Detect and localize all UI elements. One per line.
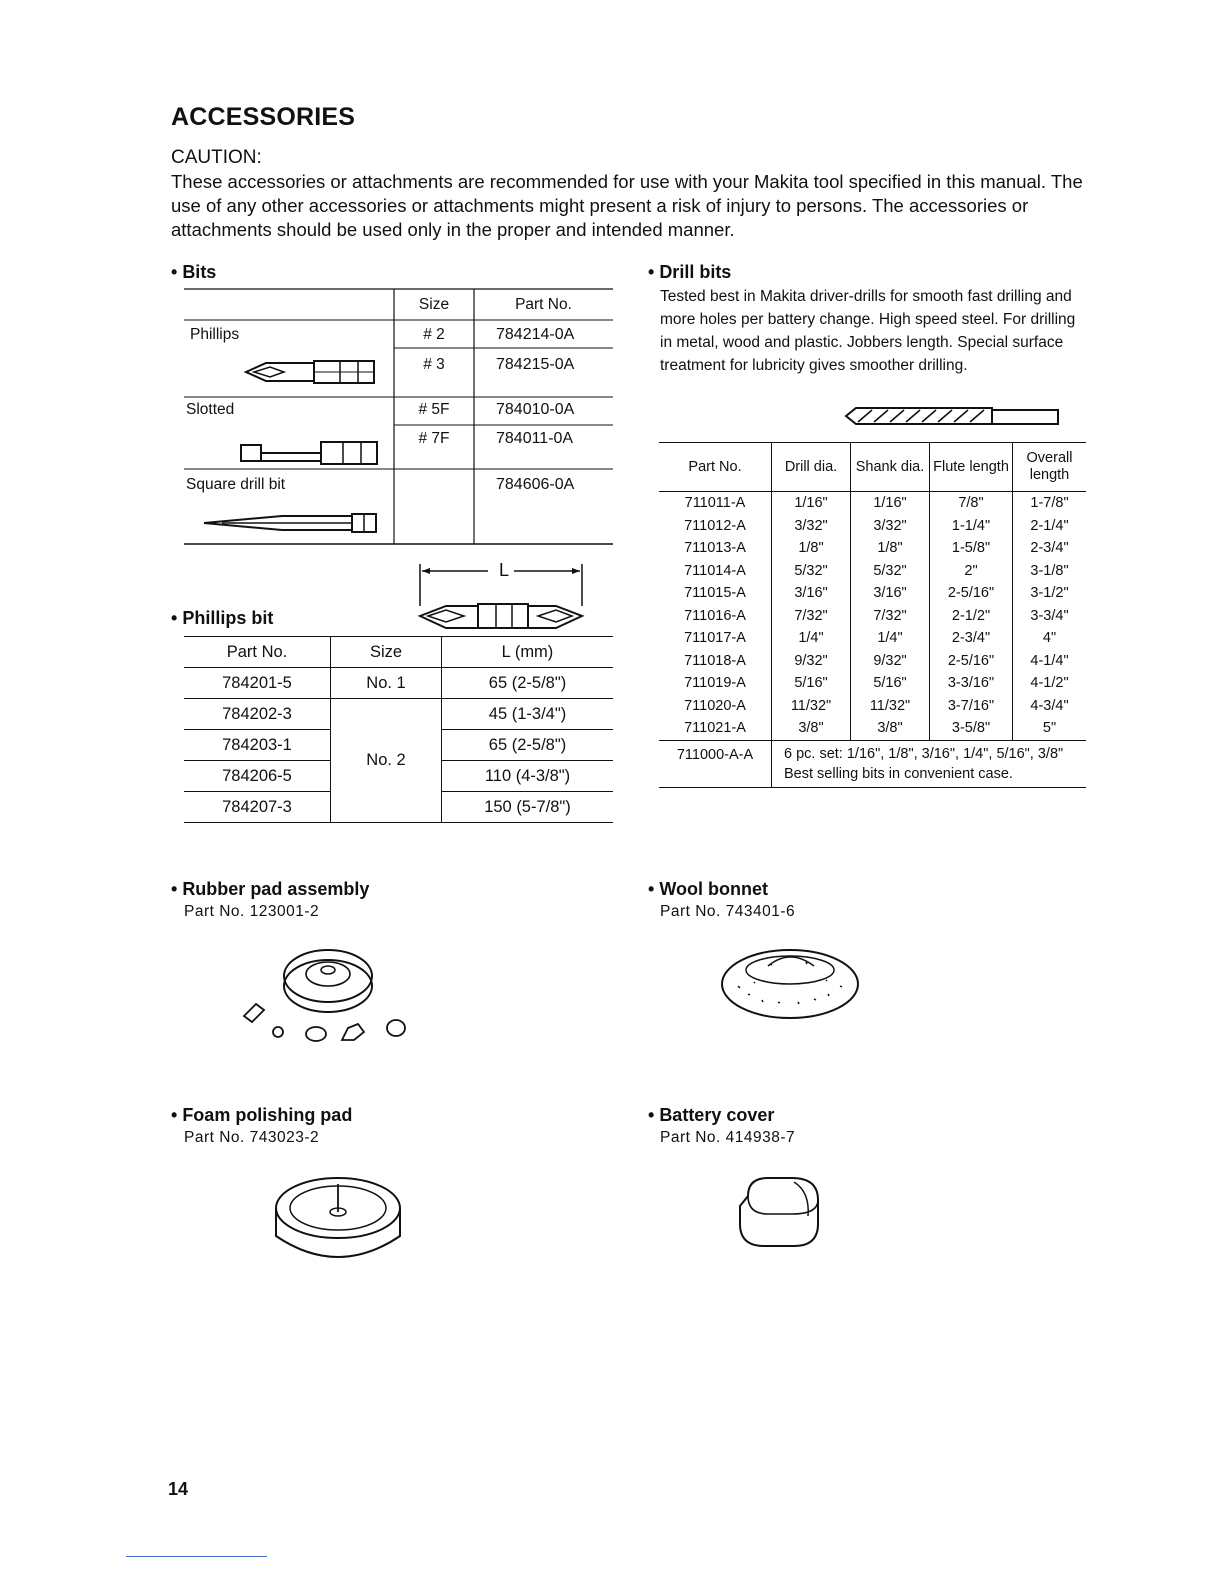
set-description-cell: 6 pc. set: 1/16", 1/8", 3/16", 1/4", 5/16", 3/8" Best selling bits in convenient case. <box>784 745 1064 782</box>
drill-dia-cell: 1/16" <box>772 492 851 515</box>
overall-length-cell: 3-1/8" <box>1030 562 1069 579</box>
table-header-row <box>184 637 613 668</box>
bits-part: 784215-0A <box>496 356 575 373</box>
col-header: Shank dia. <box>851 443 930 492</box>
size-cell: No. 2 <box>331 699 442 823</box>
part-cell: 711019-A <box>659 672 772 695</box>
dimension-label: L <box>498 560 509 580</box>
overall-length-cell: 1-7/8" <box>1030 495 1069 511</box>
shank-dia-cell: 5/16" <box>851 672 930 695</box>
shank-dia-cell: 3/8" <box>851 717 930 740</box>
part-cell: 711015-A <box>659 582 772 605</box>
part-cell: 784203-1 <box>184 730 331 761</box>
shank-dia-cell: 7/32" <box>851 605 930 628</box>
overall-length-cell: 5" <box>1042 720 1057 736</box>
length-cell: 45 (1-3/4") <box>488 704 567 723</box>
bits-part: 784011-0A <box>496 430 574 447</box>
drill-dia-cell: 1/4" <box>772 627 851 650</box>
length-cell: 65 (2-5/8") <box>488 673 567 692</box>
table-row <box>659 650 1086 673</box>
drill-bits-table <box>659 442 1086 788</box>
drill-dia-cell: 7/32" <box>772 605 851 628</box>
page-title: ACCESSORIES <box>171 103 356 131</box>
flute-length-cell: 1-5/8" <box>930 537 1013 560</box>
flute-length-cell: 1-1/4" <box>930 515 1013 538</box>
caution-label: CAUTION: <box>171 147 262 168</box>
length-cell: 65 (2-5/8") <box>488 735 567 754</box>
overall-length-cell: 4-3/4" <box>1030 697 1069 714</box>
table-row <box>659 492 1086 515</box>
table-row <box>659 717 1086 740</box>
table-row <box>659 740 1086 787</box>
rubber-pad-part: Part No. 123001-2 <box>184 903 320 920</box>
flute-length-cell: 7/8" <box>930 492 1013 515</box>
drill-bits-rows <box>659 492 1086 741</box>
part-cell: 711012-A <box>659 515 772 538</box>
rubber-pad-title: • Rubber pad assembly <box>171 879 370 899</box>
table-row <box>184 668 613 699</box>
flute-length-cell: 2-5/16" <box>930 582 1013 605</box>
overall-length-cell: 2-3/4" <box>1030 540 1069 556</box>
shank-dia-cell: 1/16" <box>851 492 930 515</box>
drill-dia-cell: 11/32" <box>772 695 851 718</box>
overall-length-cell: 4-1/4" <box>1030 652 1069 669</box>
shank-dia-cell: 1/8" <box>851 537 930 560</box>
part-cell: 784201-5 <box>184 668 331 699</box>
flute-length-cell: 2-3/4" <box>930 627 1013 650</box>
wool-bonnet-illustration <box>718 944 864 1024</box>
part-cell: 711000-A-A <box>659 740 772 787</box>
wool-bonnet-title: • Wool bonnet <box>648 879 768 899</box>
drill-dia-cell: 3/8" <box>772 717 851 740</box>
foam-pad-title: • Foam polishing pad <box>171 1105 353 1125</box>
page-number: 14 <box>168 1479 189 1499</box>
length-cell: 110 (4-3/8") <box>484 766 571 785</box>
drill-dia-cell: 5/32" <box>772 560 851 583</box>
bits-part: 784214-0A <box>496 326 575 343</box>
table-row <box>659 560 1086 583</box>
bits-size: # 2 <box>423 326 445 343</box>
drill-dia-cell: 9/32" <box>772 650 851 673</box>
slotted-bit-illustration <box>239 440 379 466</box>
drill-dia-cell: 3/16" <box>772 582 851 605</box>
col-header: Overall length <box>1026 450 1073 483</box>
battery-cover-title: • Battery cover <box>648 1105 775 1125</box>
bits-size: # 3 <box>423 356 445 373</box>
bits-header-size: Size <box>418 296 450 313</box>
table-row <box>659 672 1086 695</box>
flute-length-cell: 3-3/16" <box>930 672 1013 695</box>
overall-length-cell: 2-1/4" <box>1030 517 1069 534</box>
shank-dia-cell: 3/16" <box>851 582 930 605</box>
table-row <box>659 515 1086 538</box>
wool-bonnet-part: Part No. 743401-6 <box>660 903 796 920</box>
phillips-bit-table <box>184 636 613 823</box>
shank-dia-cell: 1/4" <box>851 627 930 650</box>
drill-dia-cell: 1/8" <box>772 537 851 560</box>
table-row <box>659 537 1086 560</box>
bits-type-phillips: Phillips <box>190 326 240 343</box>
table-row <box>659 695 1086 718</box>
col-header: Size <box>331 637 442 668</box>
part-cell: 711021-A <box>659 717 772 740</box>
rubber-pad-illustration <box>236 948 416 1052</box>
col-header: Drill dia. <box>772 443 851 492</box>
part-cell: 711016-A <box>659 605 772 628</box>
drill-bits-title: • Drill bits <box>648 262 732 282</box>
flute-length-cell: 2" <box>930 560 1013 583</box>
bits-part: 784606-0A <box>496 476 575 493</box>
col-header: Flute length <box>930 443 1013 492</box>
part-cell: 711017-A <box>659 627 772 650</box>
flute-length-cell: 3-7/16" <box>930 695 1013 718</box>
part-cell: 711020-A <box>659 695 772 718</box>
bits-table <box>184 288 613 546</box>
drill-bit-illustration <box>842 404 1064 428</box>
bits-size: # 5F <box>418 401 450 418</box>
phillips-bit-title: • Phillips bit <box>171 608 274 628</box>
flute-length-cell: 2-1/2" <box>930 605 1013 628</box>
part-cell: 711013-A <box>659 537 772 560</box>
flute-length-cell: 3-5/8" <box>930 717 1013 740</box>
overall-length-cell: 3-3/4" <box>1030 607 1069 624</box>
battery-cover-part: Part No. 414938-7 <box>660 1129 796 1146</box>
shank-dia-cell: 11/32" <box>851 695 930 718</box>
overall-length-cell: 3-1/2" <box>1030 585 1069 601</box>
battery-cover-illustration <box>734 1172 826 1252</box>
bits-title: • Bits <box>171 262 217 282</box>
drill-dia-cell: 5/16" <box>772 672 851 695</box>
shank-dia-cell: 3/32" <box>851 515 930 538</box>
part-cell: 784206-5 <box>184 761 331 792</box>
overall-length-cell: 4-1/2" <box>1030 675 1069 691</box>
table-row <box>184 699 613 730</box>
col-header: L (mm) <box>501 642 554 661</box>
drill-bits-description: Tested best in Makita driver-drills for smooth fast drilling and more holes per battery change. High speed steel. For drilling in metal, wood and plastic. Jobbers length. Special surface treatment for lubricity gives smoother drilling. <box>660 288 1076 374</box>
foam-pad-illustration <box>270 1174 408 1270</box>
table-row <box>659 605 1086 628</box>
bits-header-part: Part No. <box>515 296 572 313</box>
table-row <box>659 627 1086 650</box>
bits-type-square: Square drill bit <box>186 476 286 493</box>
part-cell: 784202-3 <box>184 699 331 730</box>
flute-length-cell: 2-5/16" <box>930 650 1013 673</box>
table-header-row <box>659 443 1086 492</box>
size-cell: No. 1 <box>331 668 442 699</box>
drill-dia-cell: 3/32" <box>772 515 851 538</box>
col-header: Part No. <box>184 637 331 668</box>
part-cell: 784207-3 <box>184 792 331 823</box>
foam-pad-part: Part No. 743023-2 <box>184 1129 320 1146</box>
caution-text: These accessories or attachments are recommended for use with your Makita tool specified in this manual. The use of any other accessories or attachments might present a risk of injury to persons. The accessories or attachments should be used only in the proper and intended manner. <box>171 171 1083 240</box>
bits-size: # 7F <box>418 430 450 447</box>
part-cell: 711011-A <box>659 492 772 515</box>
part-cell: 711014-A <box>659 560 772 583</box>
bits-type-slotted: Slotted <box>186 401 235 418</box>
bits-part: 784010-0A <box>496 401 575 418</box>
overall-length-cell: 4" <box>1042 630 1057 646</box>
col-header: Part No. <box>659 443 772 492</box>
square-drill-bit-illustration <box>202 512 380 534</box>
shank-dia-cell: 5/32" <box>851 560 930 583</box>
length-cell: 150 (5-7/8") <box>484 797 571 816</box>
shank-dia-cell: 9/32" <box>851 650 930 673</box>
part-cell: 711018-A <box>659 650 772 673</box>
phillips-bit-illustration <box>244 358 378 386</box>
table-row <box>659 582 1086 605</box>
footer-rule <box>126 1556 267 1557</box>
